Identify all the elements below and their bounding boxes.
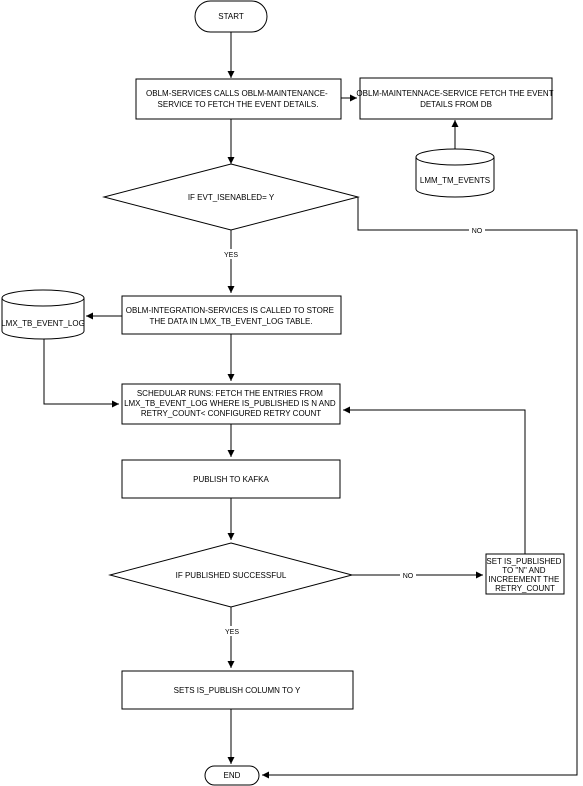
decision-published-label: IF PUBLISHED SUCCESSFUL [175, 571, 287, 580]
retry-label: SET IS_PUBLISHED TO "N" AND INCREEMENT THE RETRY_COUNT [486, 557, 562, 593]
lmm-tm-events-database [416, 149, 494, 197]
start-node [195, 1, 267, 32]
fetch-events-process [136, 79, 341, 119]
decision-evt-isenabled [104, 164, 358, 230]
lmx-tb-event-log-label: LMX_TB_EVENT_LOG [1, 319, 85, 328]
edge-label-published-no [400, 570, 416, 580]
publish-kafka-process [122, 460, 340, 498]
decision-evt-isenabled-label: IF EVT_ISENABLED= Y [187, 193, 275, 202]
edge-label-published-yes [223, 626, 241, 636]
lmm-tm-events-label: LMM_TM_EVENTS [419, 176, 491, 185]
edge-label-enabled-yes [222, 249, 240, 259]
set-published-label: SETS IS_PUBLISH COLUMN TO Y [173, 686, 301, 695]
scheduler-process [122, 384, 340, 424]
edge-lmx-to-scheduler [44, 338, 119, 404]
set-published-process [122, 671, 353, 709]
edge-label-text: NO [471, 228, 483, 235]
maintenance-fetch-label: OBLM-MAINTENNACE-SERVICE FETCH THE EVENT DETAILS FROM DB [356, 89, 554, 109]
retry-process [486, 554, 564, 594]
lmx-tb-event-log-database [1, 290, 85, 339]
edge-label-text: NO [402, 573, 414, 580]
end-label: END [223, 771, 241, 780]
edge-retry-to-scheduler [343, 410, 525, 554]
edge-label-text: YES [223, 252, 239, 259]
end-node [205, 766, 259, 785]
fetch-events-label: OBLM-SERVICES CALLS OBLM-MAINTENANCE- SERVICE TO FETCH THE EVENT DETAILS. [146, 89, 328, 109]
maintenance-fetch-process [356, 78, 555, 119]
edge-label-text: YES [224, 629, 240, 636]
start-label: START [218, 12, 244, 21]
edge-label-enabled-no [469, 225, 485, 235]
scheduler-label: SCHEDULAR RUNS: FETCH THE ENTRIES FROM LMX_TB_EVENT_LOG WHERE IS_PUBLISHED IS N AND RETRY_COUNT< CONFIGURED RETRY COUNT [124, 389, 336, 418]
decision-published-successful [110, 543, 352, 607]
store-event-log-label: OBLM-INTEGRATION-SERVICES IS CALLED TO STORE THE DATA IN LMX_TB_EVENT_LOG TABLE. [125, 306, 334, 326]
publish-kafka-label: PUBLISH TO KAFKA [193, 475, 269, 484]
store-event-log-process [122, 296, 341, 334]
